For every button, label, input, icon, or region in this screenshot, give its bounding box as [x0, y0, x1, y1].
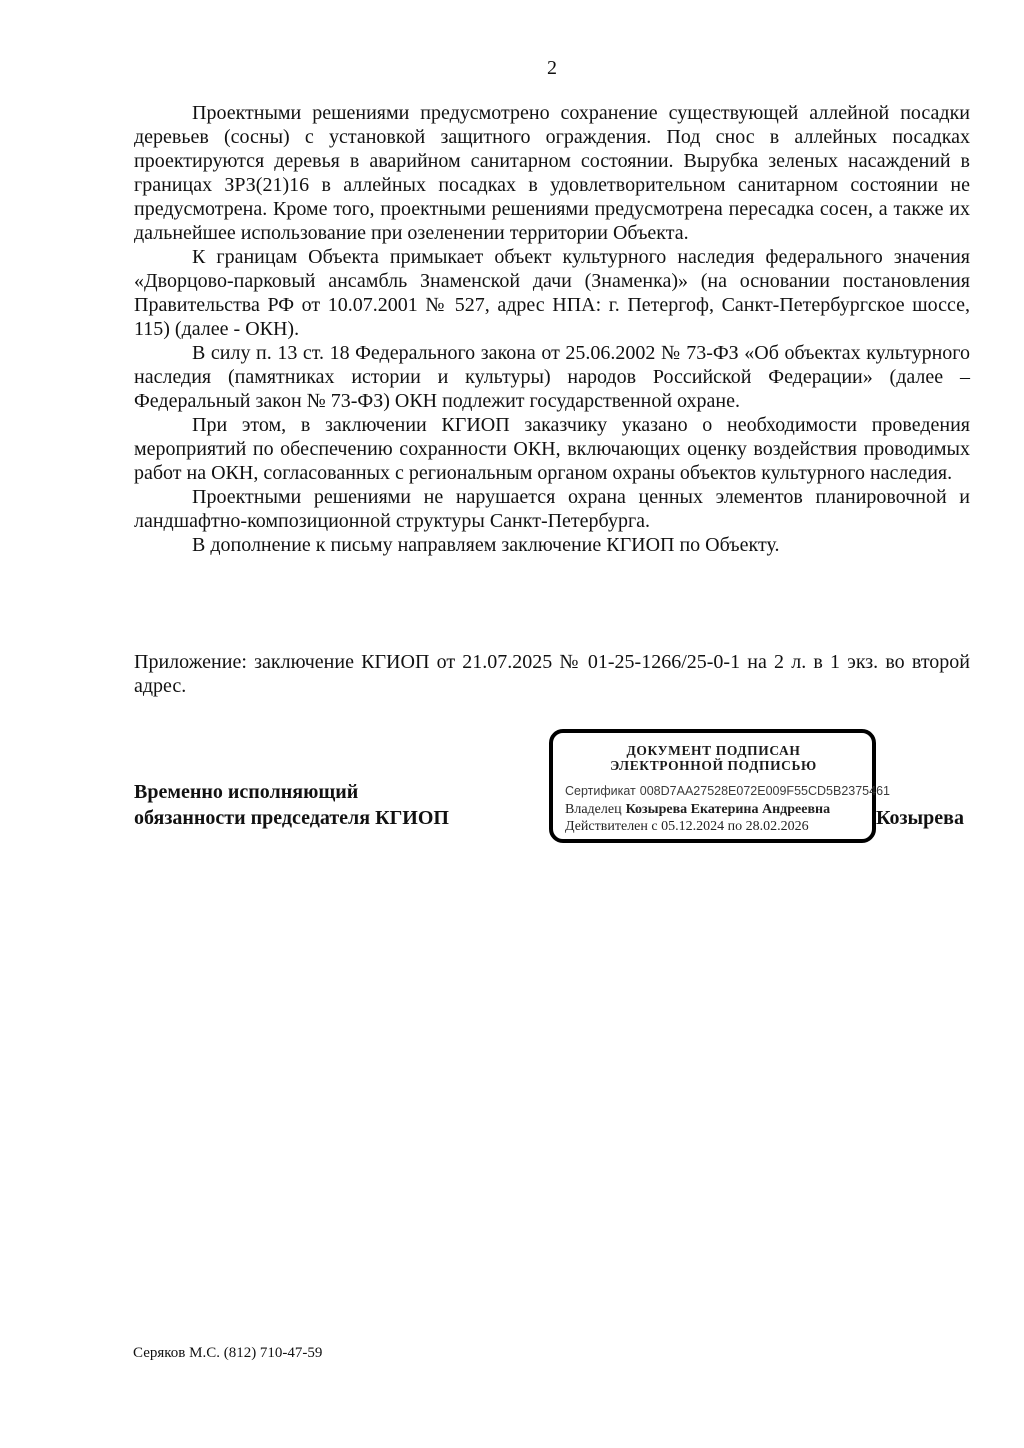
- signature-stamp: [549, 729, 890, 843]
- page-number: 2: [547, 57, 557, 79]
- signer-name: Козырева: [876, 807, 964, 829]
- body-text: [134, 101, 970, 557]
- stamp-owner-line: [565, 801, 862, 819]
- footer-contact: Серяков М.С. (812) 710-47-59: [133, 1345, 323, 1361]
- stamp-info: [565, 783, 890, 836]
- stamp-certificate-line: [565, 783, 890, 801]
- signer-title-line1: Временно исполняющий: [134, 781, 359, 803]
- body-paragraph: Проектными решениями предусмотрено сохранение существующей аллейной посадки деревьев (сосны) с установкой защитного ограждения. Под снос в аллейных посадках проектируются деревья в аварийном санитарном состоянии. Вырубка зеленых насаждений в границах ЗРЗ(21)16 в аллейных посадках в удовлетворительном санитарном состоянии не предусмотрена. Кроме того, проектными решениями предусмотрена пересадка сосен, а также их дальнейшее использование при озеленении территории Объекта.: [134, 102, 970, 244]
- body-paragraph: В дополнение к письму направляем заключение КГИОП по Объекту.: [192, 534, 780, 556]
- stamp-owner-label: Владелец: [565, 801, 622, 817]
- body-paragraph: В силу п. 13 ст. 18 Федерального закона от 25.06.2002 № 73-ФЗ «Об объектах культурного наследия (памятниках истории и культуры) народов Российской Федерации» (далее – Федеральный закон № 73-ФЗ) ОКН подлежит государственной охране.: [134, 342, 970, 412]
- stamp-validity-line: Действителен с 05.12.2024 по 28.02.2026: [565, 819, 809, 834]
- body-paragraph: Проектными решениями не нарушается охрана ценных элементов планировочной и ландшафтно-композиционной структуры Санкт-Петербурга.: [134, 486, 970, 532]
- stamp-title-line2: ЭЛЕКТРОННОЙ ПОДПИСЬЮ: [610, 757, 817, 773]
- stamp-certificate-value: 008D7AA27528E072E009F55CD5B2375461: [639, 784, 890, 798]
- stamp-owner-value: Козырева Екатерина Андреевна: [625, 801, 831, 817]
- signer-title: [134, 779, 554, 831]
- body-paragraph: К границам Объекта примыкает объект культурного наследия федерального значения «Дворцово-парковый ансамбль Знаменской дачи (Знаменка)» (на основании постановления Правительства РФ от 10.07.2001 № 527, адрес НПА: г. Петергоф, Санкт-Петербургское шоссе, 115) (далее - ОКН).: [134, 246, 970, 340]
- stamp-title-line1: ДОКУМЕНТ ПОДПИСАН: [626, 743, 801, 758]
- body-paragraph: При этом, в заключении КГИОП заказчику указано о необходимости проведения мероприятий по обеспечению сохранности ОКН, включающих оценку воздействия проводимых работ на ОКН, согласованных с региональным органом охраны объектов культурного наследия.: [134, 414, 970, 484]
- stamp-certificate-label: Сертификат: [565, 784, 636, 798]
- stamp-title: [565, 744, 862, 773]
- signer-title-line2: обязанности председателя КГИОП: [134, 807, 449, 829]
- attachment-note: Приложение: заключение КГИОП от 21.07.2025 № 01-25-1266/25-0-1 на 2 л. в 1 экз. во второй адрес.: [134, 651, 970, 697]
